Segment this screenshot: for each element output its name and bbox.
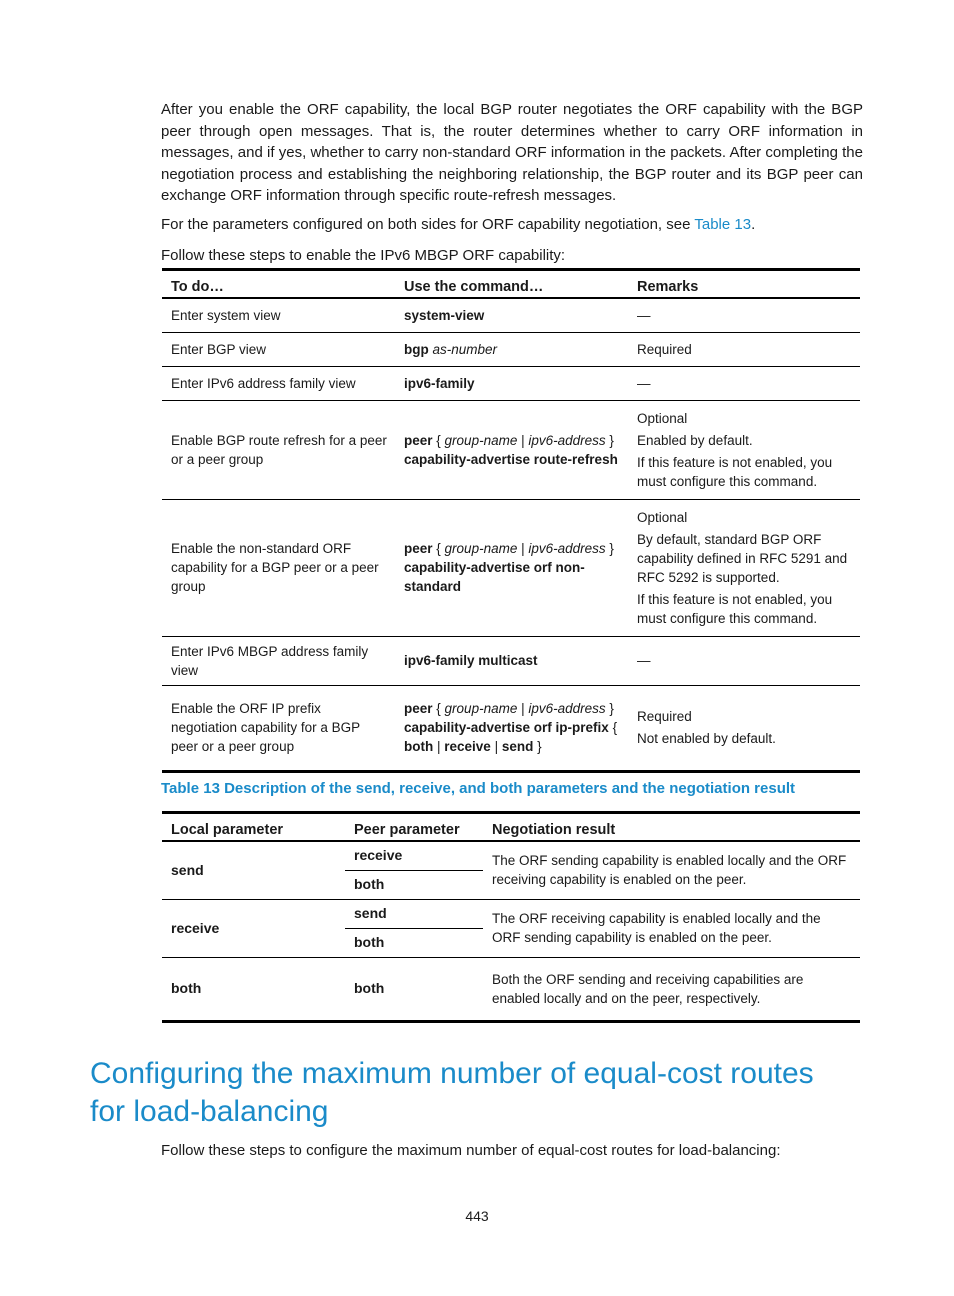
- reference-text: For the parameters configured on both sides for ORF capability negotiation, see: [161, 216, 695, 233]
- command-syntax: {: [432, 701, 445, 716]
- remarks-cell: [628, 685, 860, 771]
- command-keyword: capability-advertise orf ip-prefix: [404, 720, 609, 735]
- steps-table-row: [162, 298, 860, 333]
- command-keyword: ipv6-family multicast: [404, 653, 538, 668]
- command-syntax: {: [608, 720, 618, 735]
- negotiation-table-header: [162, 813, 860, 841]
- remark-line: Required: [637, 341, 692, 357]
- command-cell: [395, 685, 628, 771]
- command-syntax: }: [605, 541, 614, 556]
- negotiation-row: [162, 957, 860, 1021]
- command-argument: group-name: [444, 701, 518, 716]
- table-reference-paragraph: [161, 214, 863, 236]
- remarks-cell: [628, 400, 860, 499]
- steps-table-row: [162, 332, 860, 366]
- steps-table-row: [162, 366, 860, 400]
- local-parameter-cell: send: [162, 841, 345, 900]
- remark-line: By default, standard BGP ORF capability defined in RFC 5291 and RFC 5292 is supported.: [637, 531, 848, 585]
- peer-parameter-cell: receive: [345, 841, 483, 871]
- command-argument: ipv6-address: [528, 701, 606, 716]
- remarks-cell: [628, 332, 860, 366]
- steps-table-row: [162, 685, 860, 771]
- remarks-cell: [628, 499, 860, 636]
- command-syntax: |: [517, 432, 529, 448]
- command-cell: [395, 636, 628, 685]
- todo-cell: Enter IPv6 MBGP address family view: [171, 643, 369, 678]
- peer-parameter-cell: both: [354, 980, 385, 996]
- command-cell: [395, 366, 628, 400]
- header-remarks: Remarks: [637, 278, 699, 295]
- remark-line: Optional: [637, 509, 688, 525]
- command-syntax: }: [533, 739, 542, 754]
- negotiation-row: [162, 841, 860, 871]
- peer-parameter-cell: both: [345, 928, 483, 957]
- negotiation-table: [162, 811, 860, 1023]
- steps-table-row: [162, 499, 860, 636]
- peer-parameter-cell: send: [345, 899, 483, 928]
- table-13-caption: Table 13 Description of the send, receive, and both parameters and the negotiation result: [161, 780, 796, 797]
- command-argument: ipv6-address: [528, 541, 606, 556]
- command-cell: [395, 298, 628, 333]
- todo-cell: Enter BGP view: [171, 341, 267, 357]
- command-cell: [395, 332, 628, 366]
- command-syntax: |: [517, 541, 529, 556]
- todo-cell: Enter IPv6 address family view: [171, 375, 356, 391]
- steps-table-row: [162, 400, 860, 499]
- command-cell: [395, 400, 628, 499]
- steps-table: [162, 268, 860, 773]
- command-syntax: }: [605, 432, 614, 448]
- remarks-cell: [628, 366, 860, 400]
- remark-line: If this feature is not enabled, you must configure this command.: [637, 591, 833, 626]
- remark-line: Optional: [637, 410, 688, 426]
- command-syntax: }: [605, 701, 614, 716]
- steps-table-header: [162, 270, 860, 298]
- todo-cell: Enable the non-standard ORF capability for a BGP peer or a peer group: [171, 541, 379, 594]
- header-command: Use the command…: [404, 278, 544, 295]
- negotiation-result-cell: The ORF receiving capability is enabled locally and the ORF sending capability is enabled on the peer.: [483, 899, 860, 957]
- remarks-cell: [628, 636, 860, 685]
- peer-parameter-cell: both: [345, 870, 483, 899]
- negotiation-row: [162, 899, 860, 928]
- todo-cell: Enable the ORF IP prefix negotiation capability for a BGP peer or a peer group: [171, 701, 360, 754]
- intro-paragraph: After you enable the ORF capability, the local BGP router negotiates the ORF capability with the BGP peer through open messages. That is, the router determines whether to carry ORF information in messages, and if yes, whether to carry non-standard ORF information in the packets. After completing the negotiation process and establishing the neighboring relationship, the BGP router and its BGP peer can exchange ORF information through specific route-refresh messages.: [161, 101, 863, 204]
- remark-line: If this feature is not enabled, you must configure this command.: [637, 454, 833, 489]
- remark-line: Required: [637, 709, 692, 724]
- section-intro: Follow these steps to configure the maximum number of equal-cost routes for load-balancing:: [161, 1142, 781, 1159]
- header-todo: To do…: [171, 278, 224, 295]
- todo-cell: Enable BGP route refresh for a peer or a peer group: [171, 432, 387, 467]
- command-keyword: bgp: [404, 341, 429, 357]
- remark-line: —: [637, 375, 651, 391]
- negotiation-result-cell: The ORF sending capability is enabled locally and the ORF receiving capability is enabled on the peer.: [483, 841, 860, 900]
- command-argument: ipv6-address: [528, 432, 606, 448]
- command-syntax: {: [432, 541, 445, 556]
- command-keyword: ipv6-family: [404, 375, 475, 391]
- section-heading: Configuring the maximum number of equal-cost routes for load-balancing: [90, 1057, 814, 1128]
- local-parameter-cell: both: [171, 980, 202, 996]
- remark-line: Not enabled by default.: [637, 731, 776, 746]
- remark-line: —: [637, 653, 651, 668]
- remark-line: Enabled by default.: [637, 432, 753, 448]
- header-peer-parameter: Peer parameter: [354, 821, 460, 838]
- command-keyword: peer: [404, 701, 433, 716]
- command-argument: as-number: [432, 341, 498, 357]
- command-syntax: |: [490, 739, 502, 754]
- command-keyword: both: [404, 739, 434, 754]
- table-13-link[interactable]: Table 13: [694, 216, 752, 233]
- command-argument: group-name: [444, 432, 518, 448]
- command-syntax: {: [432, 432, 445, 448]
- command-argument: group-name: [444, 541, 518, 556]
- command-keyword: capability-advertise route-refresh: [404, 451, 618, 467]
- command-keyword: system-view: [404, 307, 485, 323]
- command-keyword: capability-advertise orf non-standard: [404, 560, 585, 594]
- command-keyword: send: [501, 739, 534, 754]
- steps-intro: Follow these steps to enable the IPv6 MBGP ORF capability:: [161, 247, 566, 264]
- remark-line: —: [637, 307, 651, 323]
- header-negotiation-result: Negotiation result: [492, 821, 616, 838]
- negotiation-result-cell: Both the ORF sending and receiving capabilities are enabled locally and on the peer, respectively.: [492, 971, 804, 1006]
- remarks-cell: [628, 298, 860, 333]
- command-syntax: |: [517, 701, 529, 716]
- command-keyword: receive: [444, 739, 491, 754]
- page-number: 443: [465, 1208, 489, 1224]
- command-cell: [395, 499, 628, 636]
- command-keyword: peer: [404, 432, 433, 448]
- todo-cell: Enter system view: [171, 307, 281, 323]
- reference-end: .: [751, 216, 756, 233]
- steps-table-row: [162, 636, 860, 685]
- header-local-parameter: Local parameter: [171, 821, 284, 838]
- command-keyword: peer: [404, 541, 433, 556]
- command-syntax: |: [433, 739, 445, 754]
- local-parameter-cell: receive: [162, 899, 345, 957]
